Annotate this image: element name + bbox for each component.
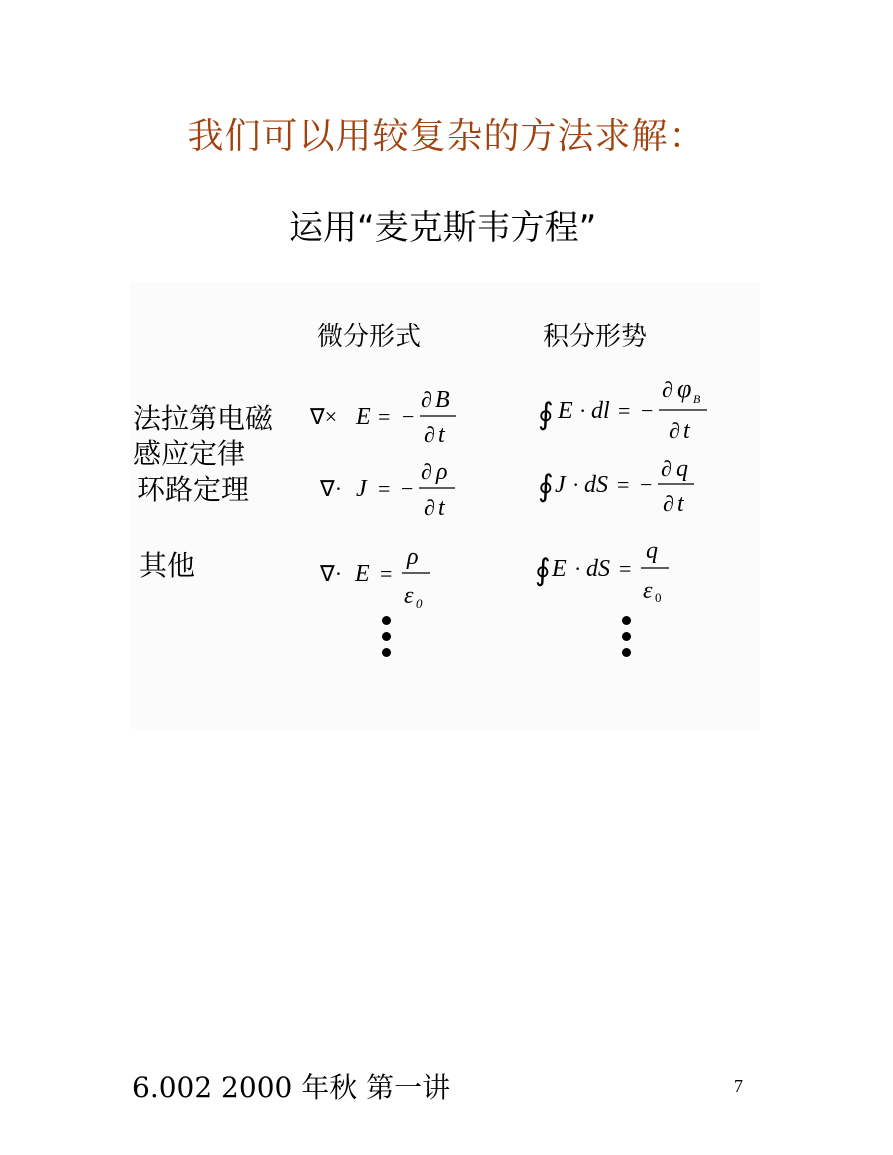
svg-text:dl: dl (591, 398, 610, 424)
slide-subtitle: 运用“麦克斯韦方程” (289, 208, 597, 248)
svg-text:dS: dS (584, 472, 608, 498)
svg-text:J: J (555, 472, 566, 498)
svg-text:·: · (572, 472, 580, 497)
svg-text:B: B (435, 387, 450, 413)
slide-title: 我们可以用较复杂的方法求解： (187, 116, 706, 157)
row-label-loop-theorem: 环路定理 (137, 473, 250, 506)
svg-text:∮: ∮ (538, 470, 554, 503)
svg-text:ε: ε (643, 578, 653, 604)
svg-text:∂: ∂ (421, 459, 432, 484)
svg-text:E: E (552, 556, 567, 582)
svg-text:−: − (640, 472, 653, 497)
row-label-other: 其他 (139, 549, 196, 582)
svg-text:0: 0 (655, 590, 662, 605)
svg-text:∂: ∂ (424, 495, 435, 520)
svg-text:∇×: ∇× (310, 404, 338, 429)
svg-text:=: = (619, 556, 632, 581)
svg-text:−: − (401, 476, 414, 501)
svg-text:∂: ∂ (669, 418, 680, 443)
svg-text:=: = (380, 561, 393, 586)
row-label-faraday-law: 法拉第电磁 感应定律 (133, 402, 274, 470)
formula-gauss-integral (535, 536, 705, 614)
svg-text:q: q (646, 538, 658, 564)
svg-text:t: t (438, 422, 445, 448)
svg-text:ρ: ρ (436, 459, 448, 485)
column-header-differential: 微分形式 (317, 322, 422, 352)
formula-faraday-integral (535, 370, 735, 450)
ellipsis-integral (622, 616, 631, 664)
svg-text:∇·: ∇· (320, 476, 343, 501)
svg-text:∮: ∮ (538, 398, 554, 431)
svg-text:t: t (438, 495, 445, 521)
svg-text:=: = (617, 472, 630, 497)
svg-text:t: t (677, 491, 684, 517)
svg-text:·: · (574, 556, 582, 581)
svg-text:φ: φ (677, 374, 692, 403)
svg-text:E: E (356, 404, 371, 430)
formula-gauss-differential (310, 538, 460, 616)
svg-text:J: J (356, 476, 367, 502)
svg-text:=: = (378, 476, 391, 501)
svg-text:dS: dS (586, 556, 610, 582)
svg-text:∂: ∂ (661, 456, 672, 481)
svg-text:=: = (378, 404, 391, 429)
svg-text:q: q (676, 456, 688, 482)
svg-text:−: − (402, 404, 415, 429)
svg-text:−: − (641, 398, 654, 423)
svg-text:·: · (579, 398, 587, 423)
svg-text:ρ: ρ (407, 544, 419, 570)
svg-text:∂: ∂ (663, 491, 674, 516)
svg-text:∮: ∮ (535, 554, 551, 587)
svg-text:t: t (683, 418, 690, 444)
svg-text:E: E (355, 561, 370, 587)
page-number: 7 (734, 1076, 743, 1096)
column-header-integral: 积分形势 (543, 322, 648, 352)
formula-continuity-integral (535, 450, 715, 522)
formula-continuity-differential (310, 452, 480, 524)
svg-text:=: = (618, 398, 631, 423)
svg-text:∇·: ∇· (320, 561, 343, 586)
svg-text:E: E (558, 398, 573, 424)
formula-faraday-differential (300, 378, 480, 448)
footer-course-label: 6.002 2000 年秋 第一讲 (132, 1071, 451, 1104)
svg-text:ε: ε (404, 583, 414, 609)
svg-text:∂: ∂ (421, 387, 432, 412)
ellipsis-differential (382, 616, 391, 664)
svg-text:∂: ∂ (424, 422, 435, 447)
svg-text:∂: ∂ (662, 377, 673, 402)
svg-text:0: 0 (416, 596, 423, 611)
svg-text:B: B (693, 392, 701, 406)
